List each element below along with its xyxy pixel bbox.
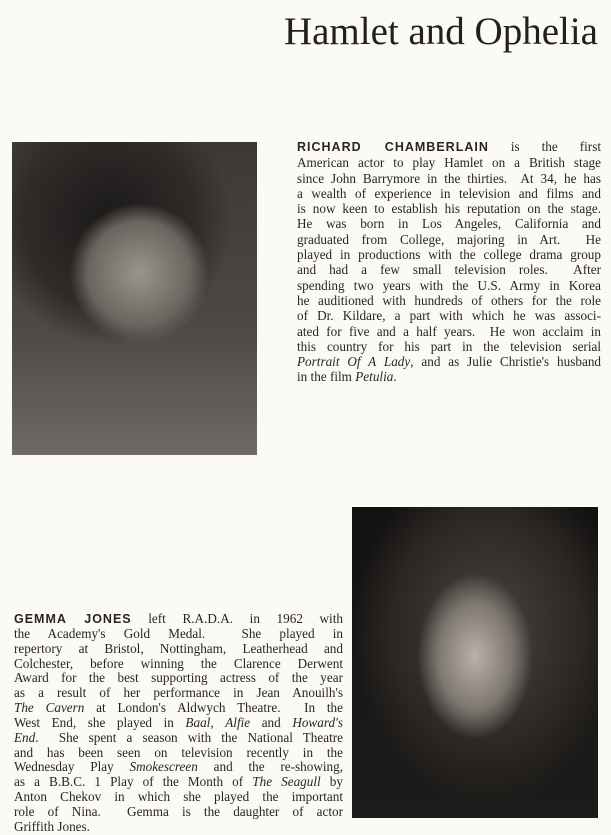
text-line	[297, 324, 601, 339]
text-line	[297, 232, 601, 247]
text-line	[14, 805, 343, 820]
text-segment: . She spent a season with the National Theatre	[35, 729, 343, 745]
text-segment: since John Barrymore in the thirties. At 34, he has	[297, 170, 601, 186]
text-segment: as a result of her performance in Jean Anouilh's	[14, 685, 343, 701]
text-line	[14, 790, 343, 805]
text-line	[14, 775, 343, 790]
text-segment: .	[393, 369, 397, 385]
italic-title: Petulia	[355, 369, 394, 385]
text-segment: Griffith Jones.	[14, 818, 90, 834]
text-segment: at London's Aldwych Theatre. In the	[84, 700, 343, 716]
text-segment: and had a few small television roles. After	[297, 262, 601, 278]
italic-title: Howard's	[292, 714, 344, 730]
italic-title: The Seagull	[252, 774, 321, 790]
text-segment: and has been seen on television recently in the	[14, 744, 343, 760]
text-line	[297, 354, 601, 369]
text-segment: by	[320, 774, 343, 790]
text-line	[297, 247, 601, 262]
text-line	[297, 308, 601, 323]
text-segment: and	[250, 714, 293, 730]
text-segment: as a B.B.C. 1 Play of the Month of	[14, 774, 253, 790]
text-segment: this country for his part in the television serial	[297, 338, 601, 354]
text-segment: and the re-showing,	[197, 759, 343, 775]
text-line	[14, 820, 343, 835]
text-line	[297, 171, 601, 186]
text-line	[297, 293, 601, 308]
text-segment: he auditioned with hundreds of others for the role	[297, 292, 601, 308]
text-segment: American actor to play Hamlet on a British stage	[297, 155, 601, 171]
text-line	[297, 186, 601, 201]
text-segment: in the film	[297, 369, 356, 385]
text-line	[14, 686, 343, 701]
text-segment: He was born in Los Angeles, California and	[297, 216, 601, 232]
text-segment: ated for five and a half years. He won acclaim in	[297, 323, 601, 339]
gemma-jones-bio	[14, 612, 343, 835]
text-segment: , and as Julie Christie's husband	[410, 354, 602, 370]
text-line	[297, 216, 601, 231]
name-heading: RICHARD CHAMBERLAIN	[297, 140, 489, 154]
italic-title: Portrait Of A Lady	[297, 354, 411, 370]
italic-title: The Cavern	[14, 700, 85, 716]
text-segment: graduated from College, majoring in Art. He	[297, 231, 601, 247]
text-segment: Award for the best supporting actress of the year	[14, 670, 343, 686]
text-segment: role of Nina. Gemma is the daughter of actor	[14, 803, 343, 819]
text-segment: repertory at Bristol, Nottingham, Leatherhead and	[14, 640, 343, 656]
text-segment: spending two years with the U.S. Army in Korea	[297, 277, 601, 293]
richard-chamberlain-bio	[297, 139, 601, 385]
text-segment: of Dr. Kildare, a part with which he was associ-	[297, 308, 601, 324]
gemma-jones-photo	[352, 507, 598, 818]
text-line	[14, 671, 343, 686]
text-line	[14, 760, 343, 775]
text-line	[14, 642, 343, 657]
text-segment: Wednesday Play	[14, 759, 130, 775]
page-title: Hamlet and Ophelia	[283, 10, 598, 53]
text-line	[14, 716, 343, 731]
text-segment: ,	[210, 714, 226, 730]
text-line	[297, 369, 601, 384]
text-line	[14, 627, 343, 642]
name-heading: GEMMA JONES	[14, 612, 132, 626]
text-segment: Colchester, before winning the Clarence Derwent	[14, 655, 343, 671]
text-line	[297, 201, 601, 216]
italic-title: Baal	[185, 714, 211, 730]
italic-title: End	[14, 729, 36, 745]
text-line	[14, 612, 343, 627]
text-segment: is the first	[488, 139, 601, 154]
italic-title: Alfie	[225, 714, 251, 730]
text-line	[297, 139, 601, 155]
text-segment: the Academy's Gold Medal. She played in	[14, 625, 343, 641]
richard-chamberlain-photo	[12, 142, 257, 455]
text-segment: West End, she played in	[14, 714, 186, 730]
text-line	[297, 339, 601, 354]
text-line	[297, 278, 601, 293]
text-segment: is now keen to establish his reputation on the stage.	[297, 201, 601, 217]
text-segment: a wealth of experience in television and films and	[297, 185, 601, 201]
text-line	[14, 657, 343, 672]
text-line	[14, 701, 343, 716]
text-line	[14, 746, 343, 761]
text-segment: Anton Chekov in which she played the important	[14, 789, 343, 805]
text-segment: played in productions with the college drama group	[297, 247, 601, 263]
text-line	[297, 155, 601, 170]
text-line	[297, 262, 601, 277]
italic-title: Smokescreen	[129, 759, 198, 775]
text-segment: left R.A.D.A. in 1962 with	[131, 611, 343, 626]
text-line	[14, 731, 343, 746]
